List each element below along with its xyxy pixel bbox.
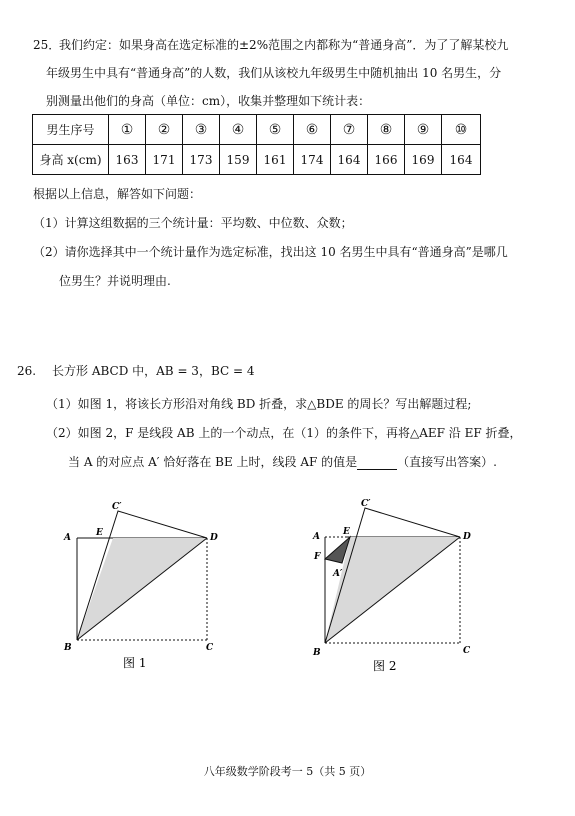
q25-line3: 别测量出他们的身高（单位：cm），收集并整理如下统计表：: [46, 94, 371, 108]
q25-line2: 年级男生中具有“普通身高”的人数，我们从该校九年级男生中随机抽出 10 名男生，分: [46, 66, 502, 80]
table-cell: 173: [183, 145, 220, 175]
figure-2-caption: 图 2: [373, 659, 397, 673]
q25-sub2a: （2）请你选择其中一个统计量作为选定标准，找出这 10 名男生中具有“普通身高”是哪几: [33, 245, 508, 259]
label-a: A: [64, 533, 71, 543]
figure-1: [55, 495, 225, 680]
label-b: B: [64, 643, 72, 653]
table-row-heights: [33, 145, 481, 175]
q26-sub2b-post: （直接写出答案）.: [397, 455, 497, 469]
q26-stem: 长方形 ABCD 中，AB = 3，BC = 4: [52, 364, 255, 378]
q25-intro: 根据以上信息，解答如下问题：: [33, 187, 202, 201]
table-cell: ⑨: [405, 115, 442, 145]
q26-sub1: （1）如图 1，将该长方形沿对角线 BD 折叠，求△BDE 的周长？写出解题过程;: [46, 397, 472, 411]
table-cell: 169: [405, 145, 442, 175]
table-row-ids: [33, 115, 481, 145]
q25-line1: 我们约定：如果身高在选定标准的±2%范围之内都称为“普通身高”．为了了解某校九: [59, 38, 509, 52]
table-cell: 163: [109, 145, 146, 175]
table-header-height: 身高 x(cm): [33, 145, 109, 175]
label-c-prime: C′: [112, 502, 122, 512]
table-cell: 171: [146, 145, 183, 175]
q26-sub2b: [68, 454, 497, 470]
table-cell: 164: [442, 145, 481, 175]
label-c: C: [206, 643, 214, 653]
table-cell: ⑧: [368, 115, 405, 145]
label-b: B: [313, 648, 321, 658]
answer-blank[interactable]: [357, 457, 397, 470]
table-cell: 161: [257, 145, 294, 175]
table-cell: ⑥: [294, 115, 331, 145]
label-d: D: [210, 533, 218, 543]
table-cell: 159: [220, 145, 257, 175]
q26-sub2a: （2）如图 2，F 是线段 AB 上的一个动点，在（1）的条件下，再将△AEF 沿 EF 折叠，: [46, 426, 522, 440]
label-e: E: [96, 528, 103, 538]
table-cell: ⑩: [442, 115, 481, 145]
height-table: [32, 114, 481, 175]
table-cell: ①: [109, 115, 146, 145]
label-d: D: [463, 532, 471, 542]
table-header-id: 男生序号: [33, 115, 109, 145]
table-cell: ④: [220, 115, 257, 145]
q26-sub2b-pre: 当 A 的对应点 A′ 恰好落在 BE 上时，线段 AF 的值是: [68, 455, 358, 469]
q25-number: 25．: [33, 38, 61, 52]
label-a-prime: A′: [333, 569, 343, 579]
page-footer: 八年级数学阶段考一 5（共 5 页）: [203, 765, 372, 778]
table-cell: 164: [331, 145, 368, 175]
label-f: F: [314, 552, 321, 562]
figure-2: [305, 493, 485, 678]
q26-number: 26.: [17, 364, 37, 378]
label-a: A: [313, 532, 320, 542]
table-cell: ⑤: [257, 115, 294, 145]
label-c-prime: C′: [361, 499, 371, 509]
table-cell: ②: [146, 115, 183, 145]
q25-sub1: （1）计算这组数据的三个统计量：平均数、中位数、众数；: [33, 216, 353, 230]
table-cell: 166: [368, 145, 405, 175]
table-cell: ⑦: [331, 115, 368, 145]
figure-1-caption: 图 1: [123, 656, 147, 670]
table-cell: 174: [294, 145, 331, 175]
q25-sub2b: 位男生？并说明理由.: [59, 274, 171, 288]
label-e: E: [343, 527, 350, 537]
label-c: C: [463, 646, 471, 656]
table-cell: ③: [183, 115, 220, 145]
